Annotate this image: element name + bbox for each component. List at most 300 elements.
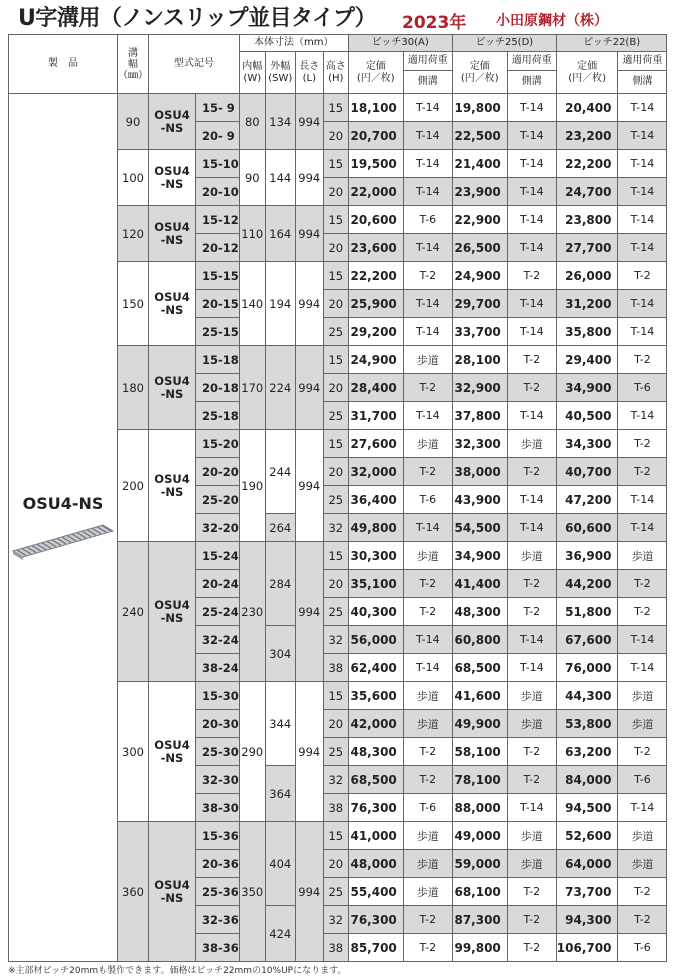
- price: 29,400: [556, 346, 618, 374]
- load-rating: T-2: [618, 570, 667, 598]
- price: 78,100: [452, 766, 507, 794]
- series-label: [149, 262, 196, 346]
- price: 52,600: [556, 822, 618, 850]
- height: 32: [323, 766, 348, 794]
- price: 67,600: [556, 626, 618, 654]
- series-line: -NS: [160, 232, 184, 247]
- price-year: 2023年: [402, 13, 467, 33]
- price: 26,500: [452, 234, 507, 262]
- load-rating: 歩道: [403, 346, 452, 374]
- price: 22,900: [452, 206, 507, 234]
- header-load-sub-22: 側溝: [618, 71, 667, 94]
- load-rating: T-2: [618, 738, 667, 766]
- header-dimensions: 本体寸法（mm）: [239, 35, 348, 52]
- price: 36,400: [348, 486, 403, 514]
- model-code: 15-12: [196, 206, 240, 234]
- height: 25: [323, 738, 348, 766]
- load-rating: T-2: [507, 766, 556, 794]
- height: 25: [323, 486, 348, 514]
- channel-width: 360: [118, 822, 149, 962]
- price: 29,700: [452, 290, 507, 318]
- load-rating: T-2: [618, 346, 667, 374]
- load-rating: T-14: [618, 122, 667, 150]
- load-rating: T-2: [507, 738, 556, 766]
- load-rating: T-14: [403, 94, 452, 122]
- series-label: [149, 346, 196, 430]
- height: 20: [323, 178, 348, 206]
- model-code: 15-20: [196, 430, 240, 458]
- load-rating: T-2: [618, 878, 667, 906]
- load-rating: 歩道: [507, 542, 556, 570]
- price: 73,700: [556, 878, 618, 906]
- price: 22,000: [348, 178, 403, 206]
- series-label: [149, 822, 196, 962]
- price: 36,900: [556, 542, 618, 570]
- outer-width: 224: [265, 346, 295, 430]
- outer-width: 244: [265, 430, 295, 514]
- load-rating: T-14: [618, 234, 667, 262]
- price: 42,000: [348, 710, 403, 738]
- load-rating: T-2: [403, 766, 452, 794]
- outer-width: 264: [265, 514, 295, 542]
- series-line: -NS: [160, 386, 184, 401]
- load-rating: T-14: [618, 178, 667, 206]
- length: 994: [295, 682, 323, 822]
- load-rating: T-6: [618, 766, 667, 794]
- header-load-30: 適用荷重: [403, 52, 452, 71]
- length: 994: [295, 206, 323, 262]
- model-code: 15-15: [196, 262, 240, 290]
- model-code: 20-36: [196, 850, 240, 878]
- price: 31,700: [348, 402, 403, 430]
- outer-width: 304: [265, 626, 295, 682]
- price: 76,300: [348, 906, 403, 934]
- model-code: 25-30: [196, 738, 240, 766]
- load-rating: T-2: [403, 906, 452, 934]
- price: 84,000: [556, 766, 618, 794]
- product-cell: [9, 94, 118, 962]
- load-rating: T-2: [507, 906, 556, 934]
- price: 35,600: [348, 682, 403, 710]
- price: 48,000: [348, 850, 403, 878]
- price: 68,500: [452, 654, 507, 682]
- load-rating: T-14: [403, 234, 452, 262]
- load-rating: T-2: [507, 262, 556, 290]
- height: 20: [323, 850, 348, 878]
- load-rating: T-6: [618, 934, 667, 962]
- series-line: -NS: [160, 750, 184, 765]
- price: 48,300: [348, 738, 403, 766]
- load-rating: T-2: [403, 934, 452, 962]
- header-price-22: 定価 (円／枚): [556, 52, 618, 94]
- price: 49,900: [452, 710, 507, 738]
- load-rating: T-14: [403, 402, 452, 430]
- price-table-body: [9, 94, 667, 962]
- model-code: 20-10: [196, 178, 240, 206]
- price: 34,900: [556, 374, 618, 402]
- series-label: [149, 430, 196, 542]
- header-pitch22: ピッチ22(B): [556, 35, 667, 52]
- model-code: 25-20: [196, 486, 240, 514]
- price: 58,100: [452, 738, 507, 766]
- price: 19,800: [452, 94, 507, 122]
- height: 20: [323, 710, 348, 738]
- price: 54,500: [452, 514, 507, 542]
- header-load-sub-30: 側溝: [403, 71, 452, 94]
- table-row: [9, 94, 667, 122]
- steel-grating-icon: [11, 521, 115, 561]
- price: 24,900: [452, 262, 507, 290]
- load-rating: 歩道: [507, 430, 556, 458]
- model-code: 38-36: [196, 934, 240, 962]
- load-rating: T-14: [618, 318, 667, 346]
- channel-width: 180: [118, 346, 149, 430]
- model-code: 32-24: [196, 626, 240, 654]
- inner-width: 170: [239, 346, 265, 430]
- price: 28,400: [348, 374, 403, 402]
- load-rating: T-2: [507, 934, 556, 962]
- length: 994: [295, 542, 323, 682]
- load-rating: T-2: [507, 374, 556, 402]
- price-table: [8, 34, 667, 962]
- outer-width: 344: [265, 682, 295, 766]
- price: 20,700: [348, 122, 403, 150]
- inner-width: 230: [239, 542, 265, 682]
- price: 19,500: [348, 150, 403, 178]
- load-rating: 歩道: [403, 542, 452, 570]
- inner-width: 110: [239, 206, 265, 262]
- height: 20: [323, 290, 348, 318]
- load-rating: T-2: [507, 878, 556, 906]
- header-outer-width: 外幅 (SW): [265, 52, 295, 94]
- model-code: 32-36: [196, 906, 240, 934]
- page-title: U字溝用（ノンスリップ並目タイプ）: [18, 6, 377, 31]
- price: 38,000: [452, 458, 507, 486]
- price: 35,100: [348, 570, 403, 598]
- price: 68,500: [348, 766, 403, 794]
- series-line: -NS: [160, 302, 184, 317]
- model-code: 15-30: [196, 682, 240, 710]
- price: 51,800: [556, 598, 618, 626]
- price: 68,100: [452, 878, 507, 906]
- price: 85,700: [348, 934, 403, 962]
- load-rating: 歩道: [618, 850, 667, 878]
- price: 41,600: [452, 682, 507, 710]
- channel-width: 150: [118, 262, 149, 346]
- price: 49,800: [348, 514, 403, 542]
- height: 25: [323, 402, 348, 430]
- page-header: [8, 0, 688, 34]
- price: 23,600: [348, 234, 403, 262]
- price: 47,200: [556, 486, 618, 514]
- price: 88,000: [452, 794, 507, 822]
- length: 994: [295, 262, 323, 346]
- price: 59,000: [452, 850, 507, 878]
- outer-width: 284: [265, 542, 295, 626]
- model-code: 20-18: [196, 374, 240, 402]
- load-rating: T-2: [507, 458, 556, 486]
- load-rating: T-2: [618, 458, 667, 486]
- length: 994: [295, 346, 323, 430]
- height: 15: [323, 430, 348, 458]
- header-product: 製 品: [9, 35, 118, 94]
- price: 94,300: [556, 906, 618, 934]
- load-rating: T-2: [403, 262, 452, 290]
- price: 41,000: [348, 822, 403, 850]
- channel-width: 100: [118, 150, 149, 206]
- outer-width: 404: [265, 822, 295, 906]
- load-rating: T-14: [618, 486, 667, 514]
- inner-width: 140: [239, 262, 265, 346]
- load-rating: T-14: [618, 206, 667, 234]
- load-rating: 歩道: [403, 878, 452, 906]
- height: 15: [323, 150, 348, 178]
- price: 31,200: [556, 290, 618, 318]
- price: 60,600: [556, 514, 618, 542]
- model-code: 15- 9: [196, 94, 240, 122]
- load-rating: T-14: [403, 290, 452, 318]
- header-pitch25: ピッチ25(D): [452, 35, 556, 52]
- height: 20: [323, 122, 348, 150]
- model-code: 20-24: [196, 570, 240, 598]
- price: 34,300: [556, 430, 618, 458]
- price: 94,500: [556, 794, 618, 822]
- load-rating: T-14: [507, 654, 556, 682]
- price: 20,400: [556, 94, 618, 122]
- outer-width: 364: [265, 766, 295, 822]
- load-rating: T-6: [403, 206, 452, 234]
- load-rating: T-14: [403, 178, 452, 206]
- price: 106,700: [556, 934, 618, 962]
- series-line: OSU4: [154, 289, 190, 304]
- height: 32: [323, 906, 348, 934]
- model-code: 32-30: [196, 766, 240, 794]
- price: 24,700: [556, 178, 618, 206]
- model-code: 25-24: [196, 598, 240, 626]
- header-model: 型式記号: [149, 35, 240, 94]
- height: 15: [323, 262, 348, 290]
- model-code: 38-30: [196, 794, 240, 822]
- model-code: 15-18: [196, 346, 240, 374]
- channel-width: 120: [118, 206, 149, 262]
- load-rating: T-14: [507, 206, 556, 234]
- load-rating: T-2: [618, 906, 667, 934]
- series-line: OSU4: [154, 737, 190, 752]
- price: 48,300: [452, 598, 507, 626]
- load-rating: T-14: [618, 402, 667, 430]
- header-width: 溝 幅 （㎜）: [118, 35, 149, 94]
- price: 55,400: [348, 878, 403, 906]
- load-rating: T-2: [507, 570, 556, 598]
- height: 38: [323, 934, 348, 962]
- price: 33,700: [452, 318, 507, 346]
- load-rating: 歩道: [507, 850, 556, 878]
- series-line: -NS: [160, 890, 184, 905]
- inner-width: 290: [239, 682, 265, 822]
- load-rating: 歩道: [618, 542, 667, 570]
- series-line: OSU4: [154, 373, 190, 388]
- price: 40,300: [348, 598, 403, 626]
- series-label: [149, 150, 196, 206]
- model-code: 25-15: [196, 318, 240, 346]
- series-line: -NS: [160, 610, 184, 625]
- channel-width: 300: [118, 682, 149, 822]
- price: 27,700: [556, 234, 618, 262]
- load-rating: T-14: [507, 94, 556, 122]
- price: 34,900: [452, 542, 507, 570]
- price: 62,400: [348, 654, 403, 682]
- load-rating: T-14: [618, 654, 667, 682]
- load-rating: T-14: [507, 486, 556, 514]
- inner-width: 80: [239, 94, 265, 150]
- load-rating: T-14: [618, 290, 667, 318]
- load-rating: 歩道: [618, 710, 667, 738]
- price: 60,800: [452, 626, 507, 654]
- outer-width: 134: [265, 94, 295, 150]
- series-label: [149, 542, 196, 682]
- load-rating: T-14: [507, 234, 556, 262]
- height: 32: [323, 626, 348, 654]
- model-code: 20-30: [196, 710, 240, 738]
- height: 25: [323, 318, 348, 346]
- height: 15: [323, 542, 348, 570]
- load-rating: T-14: [618, 626, 667, 654]
- price: 87,300: [452, 906, 507, 934]
- model-code: 15-10: [196, 150, 240, 178]
- length: 994: [295, 150, 323, 206]
- price: 40,700: [556, 458, 618, 486]
- load-rating: T-14: [618, 794, 667, 822]
- series-line: -NS: [160, 120, 184, 135]
- load-rating: T-14: [507, 290, 556, 318]
- company-name: 小田原鋼材（株）: [496, 13, 608, 29]
- footnote: ※主部材ピッチ20mmも製作できます。価格はピッチ22mmの10%UPになります。: [8, 966, 347, 976]
- load-rating: T-14: [618, 150, 667, 178]
- header-height: 高さ (H): [323, 52, 348, 94]
- price: 27,600: [348, 430, 403, 458]
- load-rating: T-2: [403, 570, 452, 598]
- load-rating: T-2: [403, 598, 452, 626]
- height: 38: [323, 654, 348, 682]
- product-name: OSU4-NS: [22, 494, 104, 513]
- length: 994: [295, 822, 323, 962]
- price: 32,300: [452, 430, 507, 458]
- model-code: 25-18: [196, 402, 240, 430]
- load-rating: T-6: [403, 794, 452, 822]
- load-rating: T-14: [403, 654, 452, 682]
- load-rating: T-6: [403, 486, 452, 514]
- inner-width: 190: [239, 430, 265, 542]
- load-rating: T-14: [507, 122, 556, 150]
- series-line: OSU4: [154, 163, 190, 178]
- price: 76,300: [348, 794, 403, 822]
- height: 20: [323, 458, 348, 486]
- outer-width: 164: [265, 206, 295, 262]
- price: 24,900: [348, 346, 403, 374]
- height: 15: [323, 206, 348, 234]
- height: 15: [323, 682, 348, 710]
- series-line: OSU4: [154, 471, 190, 486]
- load-rating: T-14: [403, 318, 452, 346]
- price: 23,900: [452, 178, 507, 206]
- load-rating: T-14: [618, 94, 667, 122]
- price: 37,800: [452, 402, 507, 430]
- outer-width: 194: [265, 262, 295, 346]
- price: 56,000: [348, 626, 403, 654]
- series-label: [149, 206, 196, 262]
- load-rating: T-14: [403, 514, 452, 542]
- load-rating: T-14: [403, 122, 452, 150]
- load-rating: 歩道: [403, 430, 452, 458]
- series-line: OSU4: [154, 107, 190, 122]
- price: 22,500: [452, 122, 507, 150]
- model-code: 32-20: [196, 514, 240, 542]
- price: 44,300: [556, 682, 618, 710]
- price: 99,800: [452, 934, 507, 962]
- load-rating: T-2: [507, 598, 556, 626]
- load-rating: 歩道: [403, 822, 452, 850]
- load-rating: T-2: [403, 738, 452, 766]
- price: 76,000: [556, 654, 618, 682]
- model-code: 20- 9: [196, 122, 240, 150]
- load-rating: T-14: [507, 514, 556, 542]
- model-code: 15-24: [196, 542, 240, 570]
- length: 994: [295, 430, 323, 542]
- series-line: -NS: [160, 176, 184, 191]
- load-rating: T-14: [507, 178, 556, 206]
- channel-width: 90: [118, 94, 149, 150]
- price: 53,800: [556, 710, 618, 738]
- price: 41,400: [452, 570, 507, 598]
- price: 64,000: [556, 850, 618, 878]
- model-code: 20-12: [196, 234, 240, 262]
- model-code: 15-36: [196, 822, 240, 850]
- model-code: 25-36: [196, 878, 240, 906]
- price: 28,100: [452, 346, 507, 374]
- price: 30,300: [348, 542, 403, 570]
- height: 20: [323, 570, 348, 598]
- load-rating: T-14: [403, 626, 452, 654]
- series-line: OSU4: [154, 877, 190, 892]
- price: 23,200: [556, 122, 618, 150]
- height: 25: [323, 598, 348, 626]
- load-rating: 歩道: [507, 710, 556, 738]
- height: 25: [323, 878, 348, 906]
- header-load-22: 適用荷重: [618, 52, 667, 71]
- outer-width: 144: [265, 150, 295, 206]
- inner-width: 90: [239, 150, 265, 206]
- height: 20: [323, 374, 348, 402]
- price: 49,000: [452, 822, 507, 850]
- model-code: 20-20: [196, 458, 240, 486]
- load-rating: T-14: [403, 150, 452, 178]
- price: 21,400: [452, 150, 507, 178]
- series-label: [149, 94, 196, 150]
- load-rating: T-14: [507, 794, 556, 822]
- price: 40,500: [556, 402, 618, 430]
- load-rating: 歩道: [403, 710, 452, 738]
- load-rating: 歩道: [403, 850, 452, 878]
- header-inner-width: 内幅 (W): [239, 52, 265, 94]
- header-pitch30: ピッチ30(A): [348, 35, 452, 52]
- price: 20,600: [348, 206, 403, 234]
- load-rating: 歩道: [507, 822, 556, 850]
- header-price-30: 定価 (円／枚): [348, 52, 403, 94]
- price: 32,900: [452, 374, 507, 402]
- model-code: 20-15: [196, 290, 240, 318]
- length: 994: [295, 94, 323, 150]
- height: 15: [323, 822, 348, 850]
